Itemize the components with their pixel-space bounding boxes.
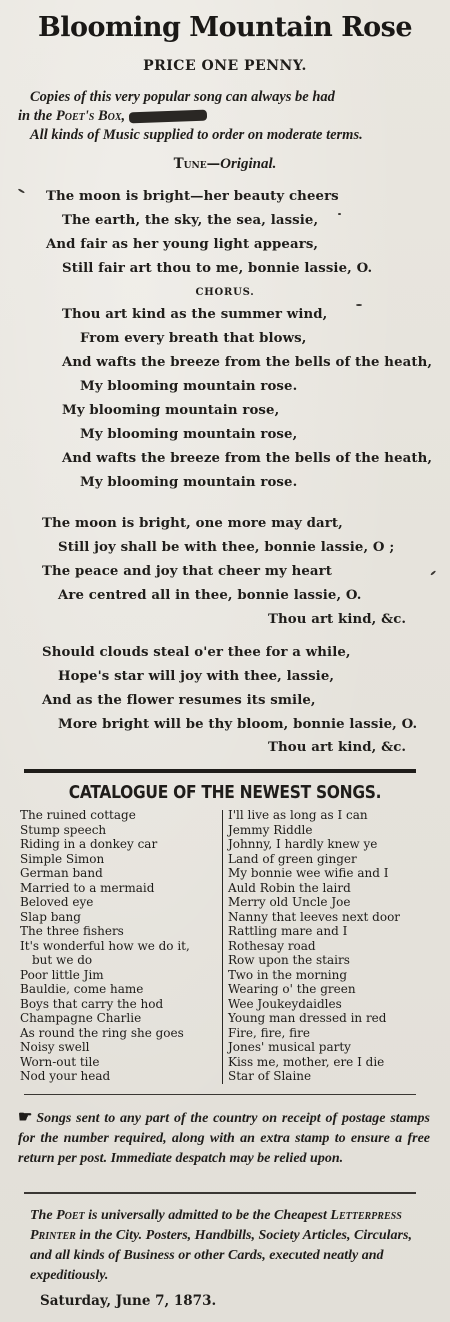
catalogue-item: The ruined cottage <box>20 808 136 822</box>
chorus-line: And wafts the breeze from the bells of the heath, <box>62 451 433 466</box>
chorus-line: From every breath that blows, <box>80 331 307 346</box>
publication-date: Saturday, June 7, 1873. <box>40 1293 217 1309</box>
speck <box>18 188 25 193</box>
verse-line: Hope's star will joy with thee, lassie, <box>58 669 335 684</box>
catalogue-item: My bonnie wee wifie and I <box>228 866 389 880</box>
price-line: PRICE ONE PENNY. <box>143 58 307 74</box>
printer-advert-text: The <box>30 1208 57 1223</box>
speck <box>356 304 362 306</box>
catalogue-item: Champagne Charlie <box>20 1011 142 1025</box>
section-rule <box>24 769 416 773</box>
catalogue-item: German band <box>20 866 103 880</box>
section-rule <box>24 1094 416 1095</box>
catalogue-right-column <box>228 808 400 1084</box>
catalogue-item: Johnny, I hardly knew ye <box>228 837 378 851</box>
verse-line: More bright will be thy bloom, bonnie lassie, O. <box>58 717 418 732</box>
catalogue-item: Bauldie, come hame <box>20 982 144 996</box>
catalogue-item: Jones' musical party <box>228 1040 351 1054</box>
chorus-line: Thou art kind as the summer wind, <box>62 307 328 322</box>
catalogue-item: Fire, fire, fire <box>228 1025 310 1040</box>
catalogue-item: Wee Joukeydaidles <box>228 996 342 1011</box>
catalogue-left-column <box>20 808 190 1084</box>
chorus-line: My blooming mountain rose. <box>80 475 298 490</box>
postage-notice <box>18 1108 430 1169</box>
verse-line: The moon is bright, one more may dart, <box>42 516 343 531</box>
catalogue-item: Boys that carry the hod <box>20 996 164 1011</box>
printer-advert-text: in the City. Posters, Handbills, Society Articles, Circulars, and all kinds of Business or other Cards, executed neatly and expeditiously. <box>30 1228 412 1283</box>
ink-blot <box>129 110 207 124</box>
verse-line: The moon is bright—her beauty cheers <box>46 189 339 204</box>
advert-line-2 <box>18 107 423 126</box>
catalogue-item: Rothesay road <box>228 938 316 953</box>
advert-line-1: Copies of this very popular song can always be had <box>30 89 335 105</box>
verse-line: Still joy shall be with thee, bonnie lassie, O ; <box>58 540 395 555</box>
catalogue-item: Merry old Uncle Joe <box>228 895 351 909</box>
catalogue-item: Married to a mermaid <box>20 880 155 895</box>
catalogue-item: Beloved eye <box>20 895 94 909</box>
catalogue-item: Noisy swell <box>20 1040 90 1054</box>
catalogue-item: Stump speech <box>20 822 107 837</box>
catalogue-item: Two in the morning <box>228 967 348 982</box>
catalogue-item: Nod your head <box>20 1069 111 1083</box>
catalogue-item: The three fishers <box>20 924 124 938</box>
tune-label: Tune— <box>173 156 221 172</box>
verse-line: The earth, the sky, the sea, lassie, <box>62 213 319 228</box>
chorus-line: And wafts the breeze from the bells of the heath, <box>62 355 433 370</box>
catalogue-item: Young man dressed in red <box>228 1011 387 1025</box>
printer-advert <box>30 1206 430 1286</box>
poets-box-label: Poet's Box, <box>55 108 126 124</box>
chorus-line: My blooming mountain rose, <box>80 427 298 442</box>
pointing-hand-icon: ☛ <box>18 1109 33 1126</box>
letterpress-printer: Letterpress Printer <box>30 1208 402 1243</box>
printer-advert-text: is universally admitted to be the Cheapest <box>84 1208 331 1223</box>
chorus-line: My blooming mountain rose, <box>62 403 280 418</box>
chorus-heading: CHORUS. <box>195 287 255 298</box>
catalogue-item-continued: but we do <box>32 953 93 967</box>
advert-line-3: All kinds of Music supplied to order on moderate terms. <box>30 127 363 143</box>
catalogue-item: Row upon the stairs <box>228 953 350 967</box>
verse-line: And fair as her young light appears, <box>46 237 319 252</box>
verse-line: And as the flower resumes its smile, <box>42 693 316 708</box>
refrain-line: Thou art kind, &c. <box>268 612 407 627</box>
catalogue-item: I'll live as long as I can <box>228 808 368 822</box>
catalogue-item: As round the ring she goes <box>20 1025 184 1040</box>
catalogue-item: It's wonderful how we do it, <box>20 938 190 953</box>
column-divider <box>222 810 223 1084</box>
catalogue-item: Worn-out tile <box>20 1054 100 1069</box>
song-title: Blooming Mountain Rose <box>37 12 413 43</box>
catalogue-item: Nanny that leeves next door <box>228 909 401 924</box>
notice-text: Songs sent to any part of the country on receipt of postage stamps for the number required, along with an extra stamp to ensure a free return per post. Immediate despatch may be relied upon. <box>18 1111 430 1166</box>
verse-line: Are centred all in thee, bonnie lassie, O. <box>58 588 362 603</box>
poet-name: Poet <box>56 1208 85 1223</box>
section-rule <box>24 1192 416 1194</box>
catalogue-item: Auld Robin the laird <box>228 880 351 895</box>
refrain-line: Thou art kind, &c. <box>268 740 407 755</box>
speck <box>430 570 436 575</box>
catalogue-item: Star of Slaine <box>228 1069 312 1083</box>
advert-line-2-start: in the <box>18 108 56 124</box>
catalogue-item: Rattling mare and I <box>228 924 348 938</box>
speck <box>338 213 341 215</box>
verse-line: Should clouds steal o'er thee for a while, <box>42 645 351 660</box>
catalogue-title: CATALOGUE OF THE NEWEST SONGS. <box>68 781 382 803</box>
verse-line: Still fair art thou to me, bonnie lassie, O. <box>62 261 373 276</box>
catalogue-item: Land of green ginger <box>228 851 357 866</box>
chorus-line: My blooming mountain rose. <box>80 379 298 394</box>
catalogue-item: Riding in a donkey car <box>20 837 158 851</box>
catalogue-item: Kiss me, mother, ere I die <box>228 1054 385 1069</box>
catalogue-item: Jemmy Riddle <box>228 822 313 837</box>
catalogue-item: Simple Simon <box>20 851 105 866</box>
catalogue-item: Wearing o' the green <box>228 982 356 996</box>
tune-value: Original. <box>220 156 277 172</box>
catalogue-item: Poor little Jim <box>20 967 104 982</box>
tune-line <box>0 156 450 173</box>
catalogue-item: Slap bang <box>20 909 81 924</box>
verse-line: The peace and joy that cheer my heart <box>42 564 332 579</box>
